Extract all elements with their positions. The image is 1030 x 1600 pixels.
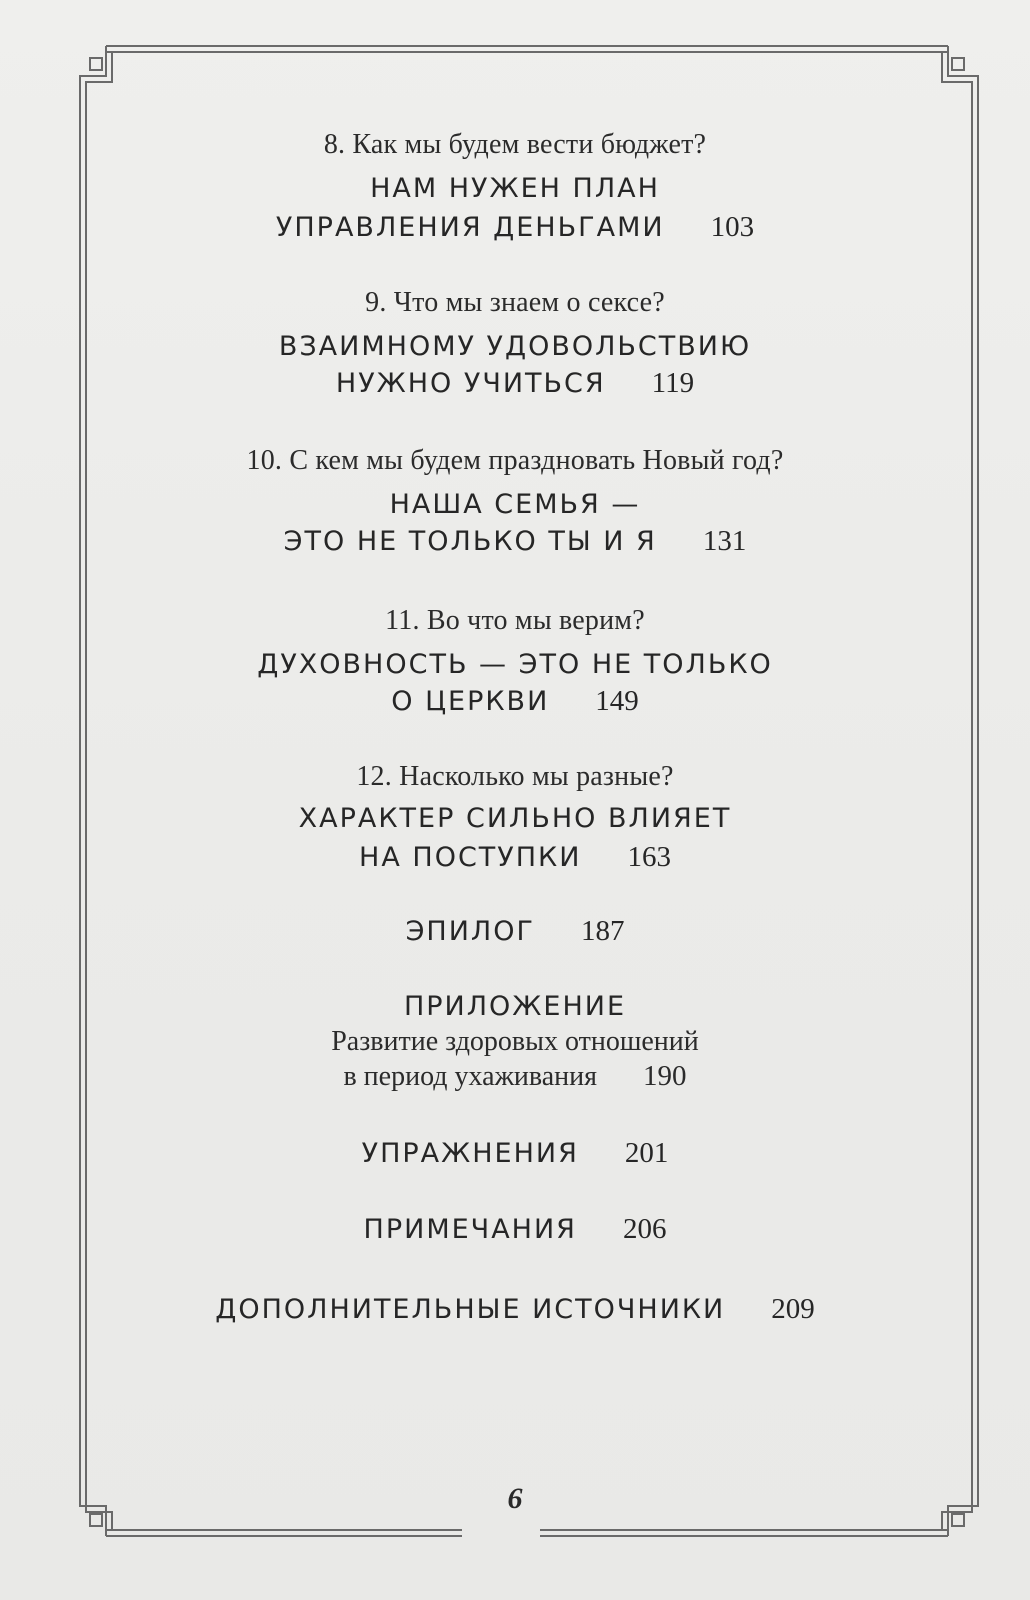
- toc-title-11-line1: ДУХОВНОСТЬ — ЭТО НЕ ТОЛЬКО: [257, 649, 773, 680]
- toc-sources-title: ДОПОЛНИТЕЛЬНЫЕ ИСТОЧНИКИ: [215, 1294, 726, 1325]
- toc-title-10-text: ЭТО НЕ ТОЛЬКО ТЫ И Я: [283, 526, 657, 557]
- toc-title-12-line1: ХАРАКТЕР СИЛЬНО ВЛИЯЕТ: [298, 803, 732, 834]
- toc-page-8: 103: [710, 211, 755, 243]
- toc-appendix-page: 190: [643, 1060, 687, 1092]
- toc-notes-title: ПРИМЕЧАНИЯ: [363, 1214, 577, 1245]
- toc-appendix-sub-line2: [0, 1058, 1030, 1095]
- toc-question-10: 10. С кем мы будем праздновать Новый год?: [246, 445, 784, 476]
- toc-title-8-line1: НАМ НУЖЕН ПЛАН: [370, 173, 660, 204]
- toc-title-12-text: НА ПОСТУПКИ: [359, 842, 582, 873]
- toc-page-11: 149: [595, 685, 639, 717]
- toc-notes-page: 206: [622, 1213, 667, 1245]
- toc-exercises-page: 201: [624, 1137, 669, 1169]
- toc-question-11: 11. Во что мы верим?: [385, 605, 645, 636]
- toc-epilogue-page: 187: [580, 915, 625, 947]
- toc-question-8: 8. Как мы будем вести бюджет?: [323, 129, 707, 160]
- toc-title-9-line1: ВЗАИМНОМУ УДОВОЛЬСТВИЮ: [278, 331, 752, 362]
- toc-title-11-text: О ЦЕРКВИ: [391, 686, 550, 717]
- toc-title-8-text: УПРАВЛЕНИЯ ДЕНЬГАМИ: [275, 212, 665, 243]
- toc-question-12: 12. Насколько мы разные?: [356, 761, 674, 792]
- toc-title-9-text: НУЖНО УЧИТЬСЯ: [335, 368, 606, 399]
- toc-question-9: 9. Что мы знаем о сексе?: [365, 287, 665, 318]
- toc-title-12-line2: [0, 838, 1030, 877]
- toc-page-9: 119: [651, 367, 695, 399]
- toc-page-10: 131: [702, 525, 747, 557]
- toc-appendix-sub-text: в период ухаживания: [343, 1061, 598, 1092]
- toc-title-9-line2: [0, 364, 1030, 403]
- toc-epilogue: [0, 912, 1030, 951]
- toc-page-12: 163: [627, 841, 671, 873]
- toc-title-10-line2: [0, 522, 1030, 561]
- toc-sources-page: 209: [771, 1293, 815, 1325]
- toc-sources: [0, 1290, 1030, 1329]
- page-number: 6: [507, 1482, 523, 1515]
- toc-appendix-title: ПРИЛОЖЕНИЕ: [403, 991, 627, 1022]
- toc-exercises: [0, 1134, 1030, 1173]
- toc-notes: [0, 1210, 1030, 1249]
- toc-epilogue-title: ЭПИЛОГ: [405, 916, 535, 947]
- toc-exercises-title: УПРАЖНЕНИЯ: [361, 1138, 579, 1169]
- toc-title-10-line1: НАША СЕМЬЯ —: [389, 489, 641, 520]
- toc-appendix-sub-line1: Развитие здоровых отношений: [331, 1026, 699, 1057]
- toc-title-11-line2: [0, 682, 1030, 721]
- toc-title-8-line2: [0, 208, 1030, 247]
